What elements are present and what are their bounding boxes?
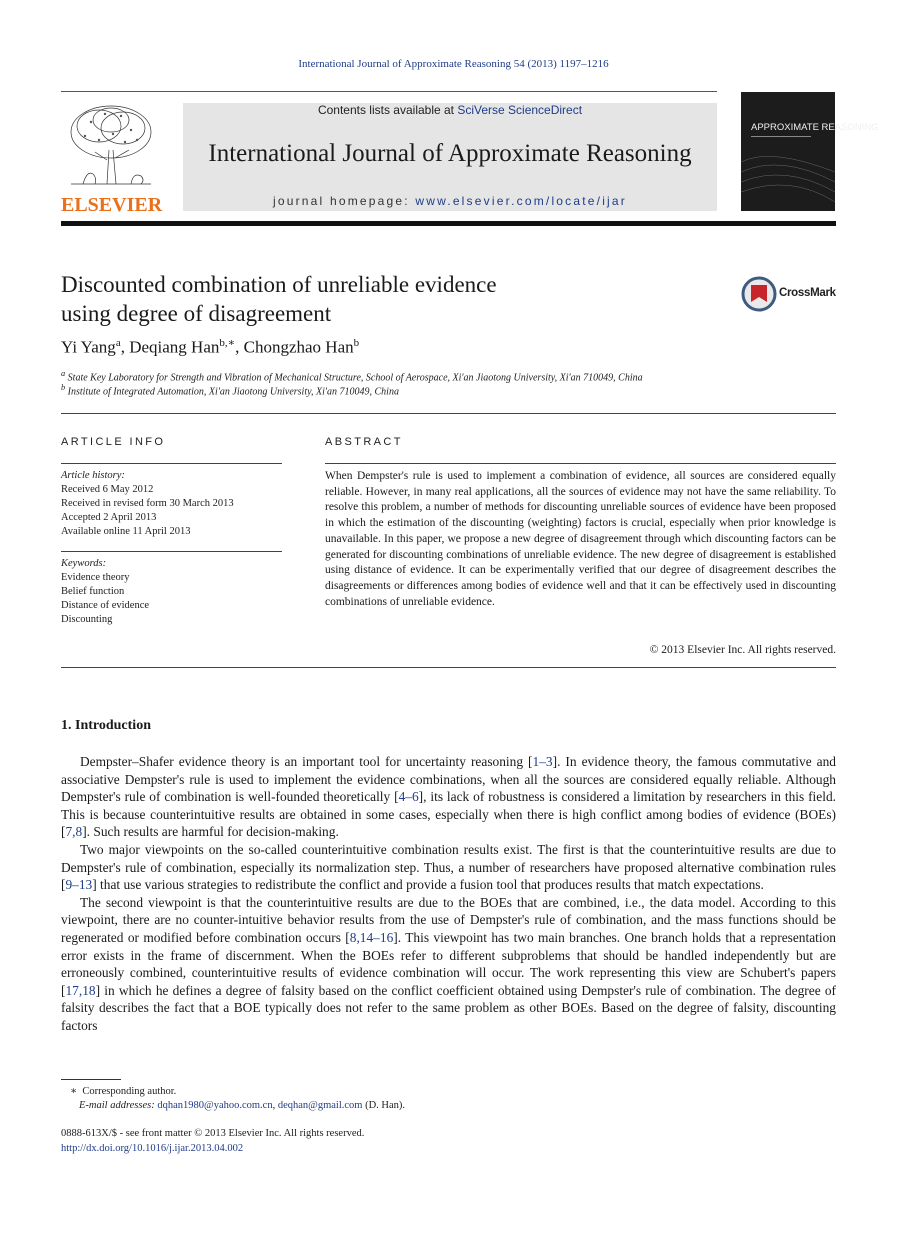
introduction-body xyxy=(61,753,836,1035)
footnote-rule xyxy=(61,1079,121,1080)
history-revised: Received in revised form 30 March 2013 xyxy=(61,498,234,509)
paragraph-text: ] that use various strategies to redistribute the conflict and provide a fusion tool that produces results that match expectations. xyxy=(92,877,764,893)
intro-paragraph-2 xyxy=(61,841,836,894)
sciencedirect-link[interactable]: SciVerse ScienceDirect xyxy=(457,103,583,117)
paragraph-text: ]. In evidence theory, the famous commutative and associative Dempster's rule is used to implement the evidence combinations, when all the sources are considered equally reliable. Although Dempster's rule of combination is well-founded theoretically [ xyxy=(61,754,836,805)
article-title xyxy=(61,270,661,328)
article-info-divider xyxy=(61,463,282,464)
email-link-2[interactable]: deqhan@gmail.com xyxy=(277,1100,363,1111)
keyword-item: Evidence theory xyxy=(61,572,130,583)
keywords-block xyxy=(61,557,149,627)
citation-link[interactable]: 4–6 xyxy=(398,789,419,805)
affiliation-text: Institute of Integrated Automation, Xi'an Jiaotong University, Xi'an 710049, China xyxy=(67,386,399,398)
email-label: E-mail addresses: xyxy=(79,1100,158,1111)
citation-link[interactable]: 7,8 xyxy=(65,824,83,840)
intro-paragraph-1 xyxy=(61,753,836,841)
crossmark-badge[interactable] xyxy=(741,276,841,312)
intro-paragraph-3 xyxy=(61,894,836,1035)
email-link-1[interactable]: dqhan1980@yahoo.com.cn xyxy=(157,1100,273,1111)
citation-link[interactable]: 8,14–16 xyxy=(349,929,394,945)
elsevier-wordmark: ELSEVIER xyxy=(61,194,163,216)
cover-title: APPROXIMATE REASONING xyxy=(751,122,879,133)
paragraph-text: Two major viewpoints on the so-called counterintuitive combination results exist. The first is that the counterintuitive results are due to Dempster's rule of combination, especially its normalization step. Thus, a number of researchers have proposed alternative combination rules [ xyxy=(61,841,836,893)
title-line-1: Discounted combination of unreliable evidence xyxy=(61,272,497,297)
cover-art-icon xyxy=(741,92,879,211)
abstract-heading: ABSTRACT xyxy=(325,436,403,448)
affiliation-sup: b xyxy=(61,383,66,392)
paragraph-text: ] in which he defines a degree of falsity based on the conflict coefficient obtained using Dempster's rule of combination. The degree of falsity describes the fact that a BOE typically does not refer to the same problem as other BOEs. Based on the degree of falsity, discounting factors xyxy=(61,982,836,1033)
citation-link[interactable]: 1–3 xyxy=(532,754,553,769)
masthead-bottom-rule xyxy=(61,221,836,226)
paragraph-text: Dempster–Shafer evidence theory is an important tool for uncertainty reasoning [ xyxy=(80,754,533,769)
keywords-label: Keywords: xyxy=(61,558,107,569)
journal-citation[interactable]: International Journal of Approximate Reasoning 54 (2013) 1197–1216 xyxy=(298,58,609,70)
author-list: Yi Yang$^a$, Deqiang Han$^{b,∗}$, Chongzhao Han$^b$ xyxy=(61,337,360,357)
paragraph-text: ], its lack of robustness is considered a limitation by researchers in this field. This is because counterintuitive results are obtained in some cases, especially when there is high conflict among bodies of evidence (BOEs) [ xyxy=(61,789,836,840)
citation-link[interactable]: 17,18 xyxy=(65,982,96,998)
author-affil-sup: b xyxy=(353,337,360,349)
journal-cover-image[interactable] xyxy=(741,92,879,211)
doi-link[interactable]: http://dx.doi.org/10.1016/j.ijar.2013.04.002 xyxy=(61,1143,244,1154)
history-label: Article history: xyxy=(61,470,125,481)
journal-homepage-link[interactable]: www.elsevier.com/locate/ijar xyxy=(415,194,627,208)
history-received: Received 6 May 2012 xyxy=(61,484,154,495)
paragraph-text: The second viewpoint is that the counterintuitive results are due to the BOEs that are combined, i.e., the data model. According to this viewpoint, there are no counter-intuitive behavior results from the use of Dempster's rule of combination, and the mass functions should be regenerated or modified before combination occurs [ xyxy=(61,894,836,945)
journal-homepage-line xyxy=(183,194,717,208)
issn-line: 0888-613X/$ - see front matter © 2013 Elsevier Inc. All rights reserved. xyxy=(61,1128,365,1139)
author-name[interactable]: Chongzhao Han xyxy=(243,337,354,357)
affiliation-a xyxy=(61,369,643,383)
article-info-heading: ARTICLE INFO xyxy=(61,436,166,448)
abstract-copyright: © 2013 Elsevier Inc. All rights reserved. xyxy=(649,644,836,656)
abstract-text: When Dempster's rule is used to implement a combination of evidence, all sources are considered equally reliable. However, in many real applications, all the sources of evidence may not have the same reliability. To resolve this problem, a number of methods for discounting unreliable sources of evidence have been proposed in which the estimation of the discounting (weighting) factors is crucial, especially when prior knowledge is unavailable. In this paper, we propose a new degree of disagreement through which discounting factors can be generated for discounting combinations of unreliable evidence. The new degree of disagreement is established using distance of evidence. It can be experimentally verified that our degree of disagreement describes the disagreements or differences among bodies of evidence well and that it can be effectively used in discounting combinations of unreliable evidence. xyxy=(325,470,836,608)
affiliation-sup: a xyxy=(61,369,66,378)
masthead-top-rule xyxy=(61,91,717,92)
journal-name: International Journal of Approximate Reasoning xyxy=(208,140,692,167)
contents-line xyxy=(183,103,717,117)
author-affil-sup: a xyxy=(115,337,121,349)
contents-prefix: Contents lists available at xyxy=(317,103,458,117)
title-line-2: using degree of disagreement xyxy=(61,301,332,326)
section-heading-introduction: 1. Introduction xyxy=(61,718,151,733)
abstract-bottom-divider xyxy=(61,667,836,668)
history-accepted: Accepted 2 April 2013 xyxy=(61,512,157,523)
keyword-item: Distance of evidence xyxy=(61,600,150,611)
email-suffix: (D. Han). xyxy=(362,1100,406,1111)
corresponding-author-text: Corresponding author. xyxy=(82,1086,177,1097)
email-separator: , xyxy=(272,1100,278,1111)
citation-link[interactable]: 9–13 xyxy=(65,877,93,893)
keyword-item: Discounting xyxy=(61,614,113,625)
keywords-divider xyxy=(61,551,282,552)
keyword-item: Belief function xyxy=(61,586,125,597)
crossmark-label: CrossMark xyxy=(779,287,836,299)
author-affil-sup[interactable]: b,∗ xyxy=(219,337,236,349)
footnote-emails xyxy=(79,1100,405,1111)
footnote-corresponding xyxy=(70,1085,176,1097)
affiliation-divider xyxy=(61,413,836,414)
paragraph-text: ]. Such results are harmful for decision-making. xyxy=(82,824,339,840)
affiliation-b xyxy=(61,383,399,397)
footnote-star: ∗ xyxy=(70,1086,78,1097)
author-name[interactable]: Deqiang Han xyxy=(129,337,220,357)
author-name[interactable]: Yi Yang xyxy=(61,337,116,357)
history-online: Available online 11 April 2013 xyxy=(61,526,191,537)
article-history xyxy=(61,469,234,539)
elsevier-tree-icon xyxy=(61,100,161,192)
homepage-prefix: journal homepage: xyxy=(273,194,416,208)
abstract-divider xyxy=(325,463,836,464)
affiliation-text: State Key Laboratory for Strength and Vibration of Mechanical Structure, School of Aerospace, Xi'an Jiaotong University, Xi'an 710049, China xyxy=(67,372,643,384)
crossmark-icon xyxy=(741,276,779,312)
paragraph-text: ]. This viewpoint has two main branches. One branch holds that a representation error exists in the frame of discernment. When the BOEs refer to different subproblems that should be handled independently but are erroneously combined, counterintuitive results of evidence combination will occur. The work representing this view are Schubert's papers [ xyxy=(61,929,836,998)
